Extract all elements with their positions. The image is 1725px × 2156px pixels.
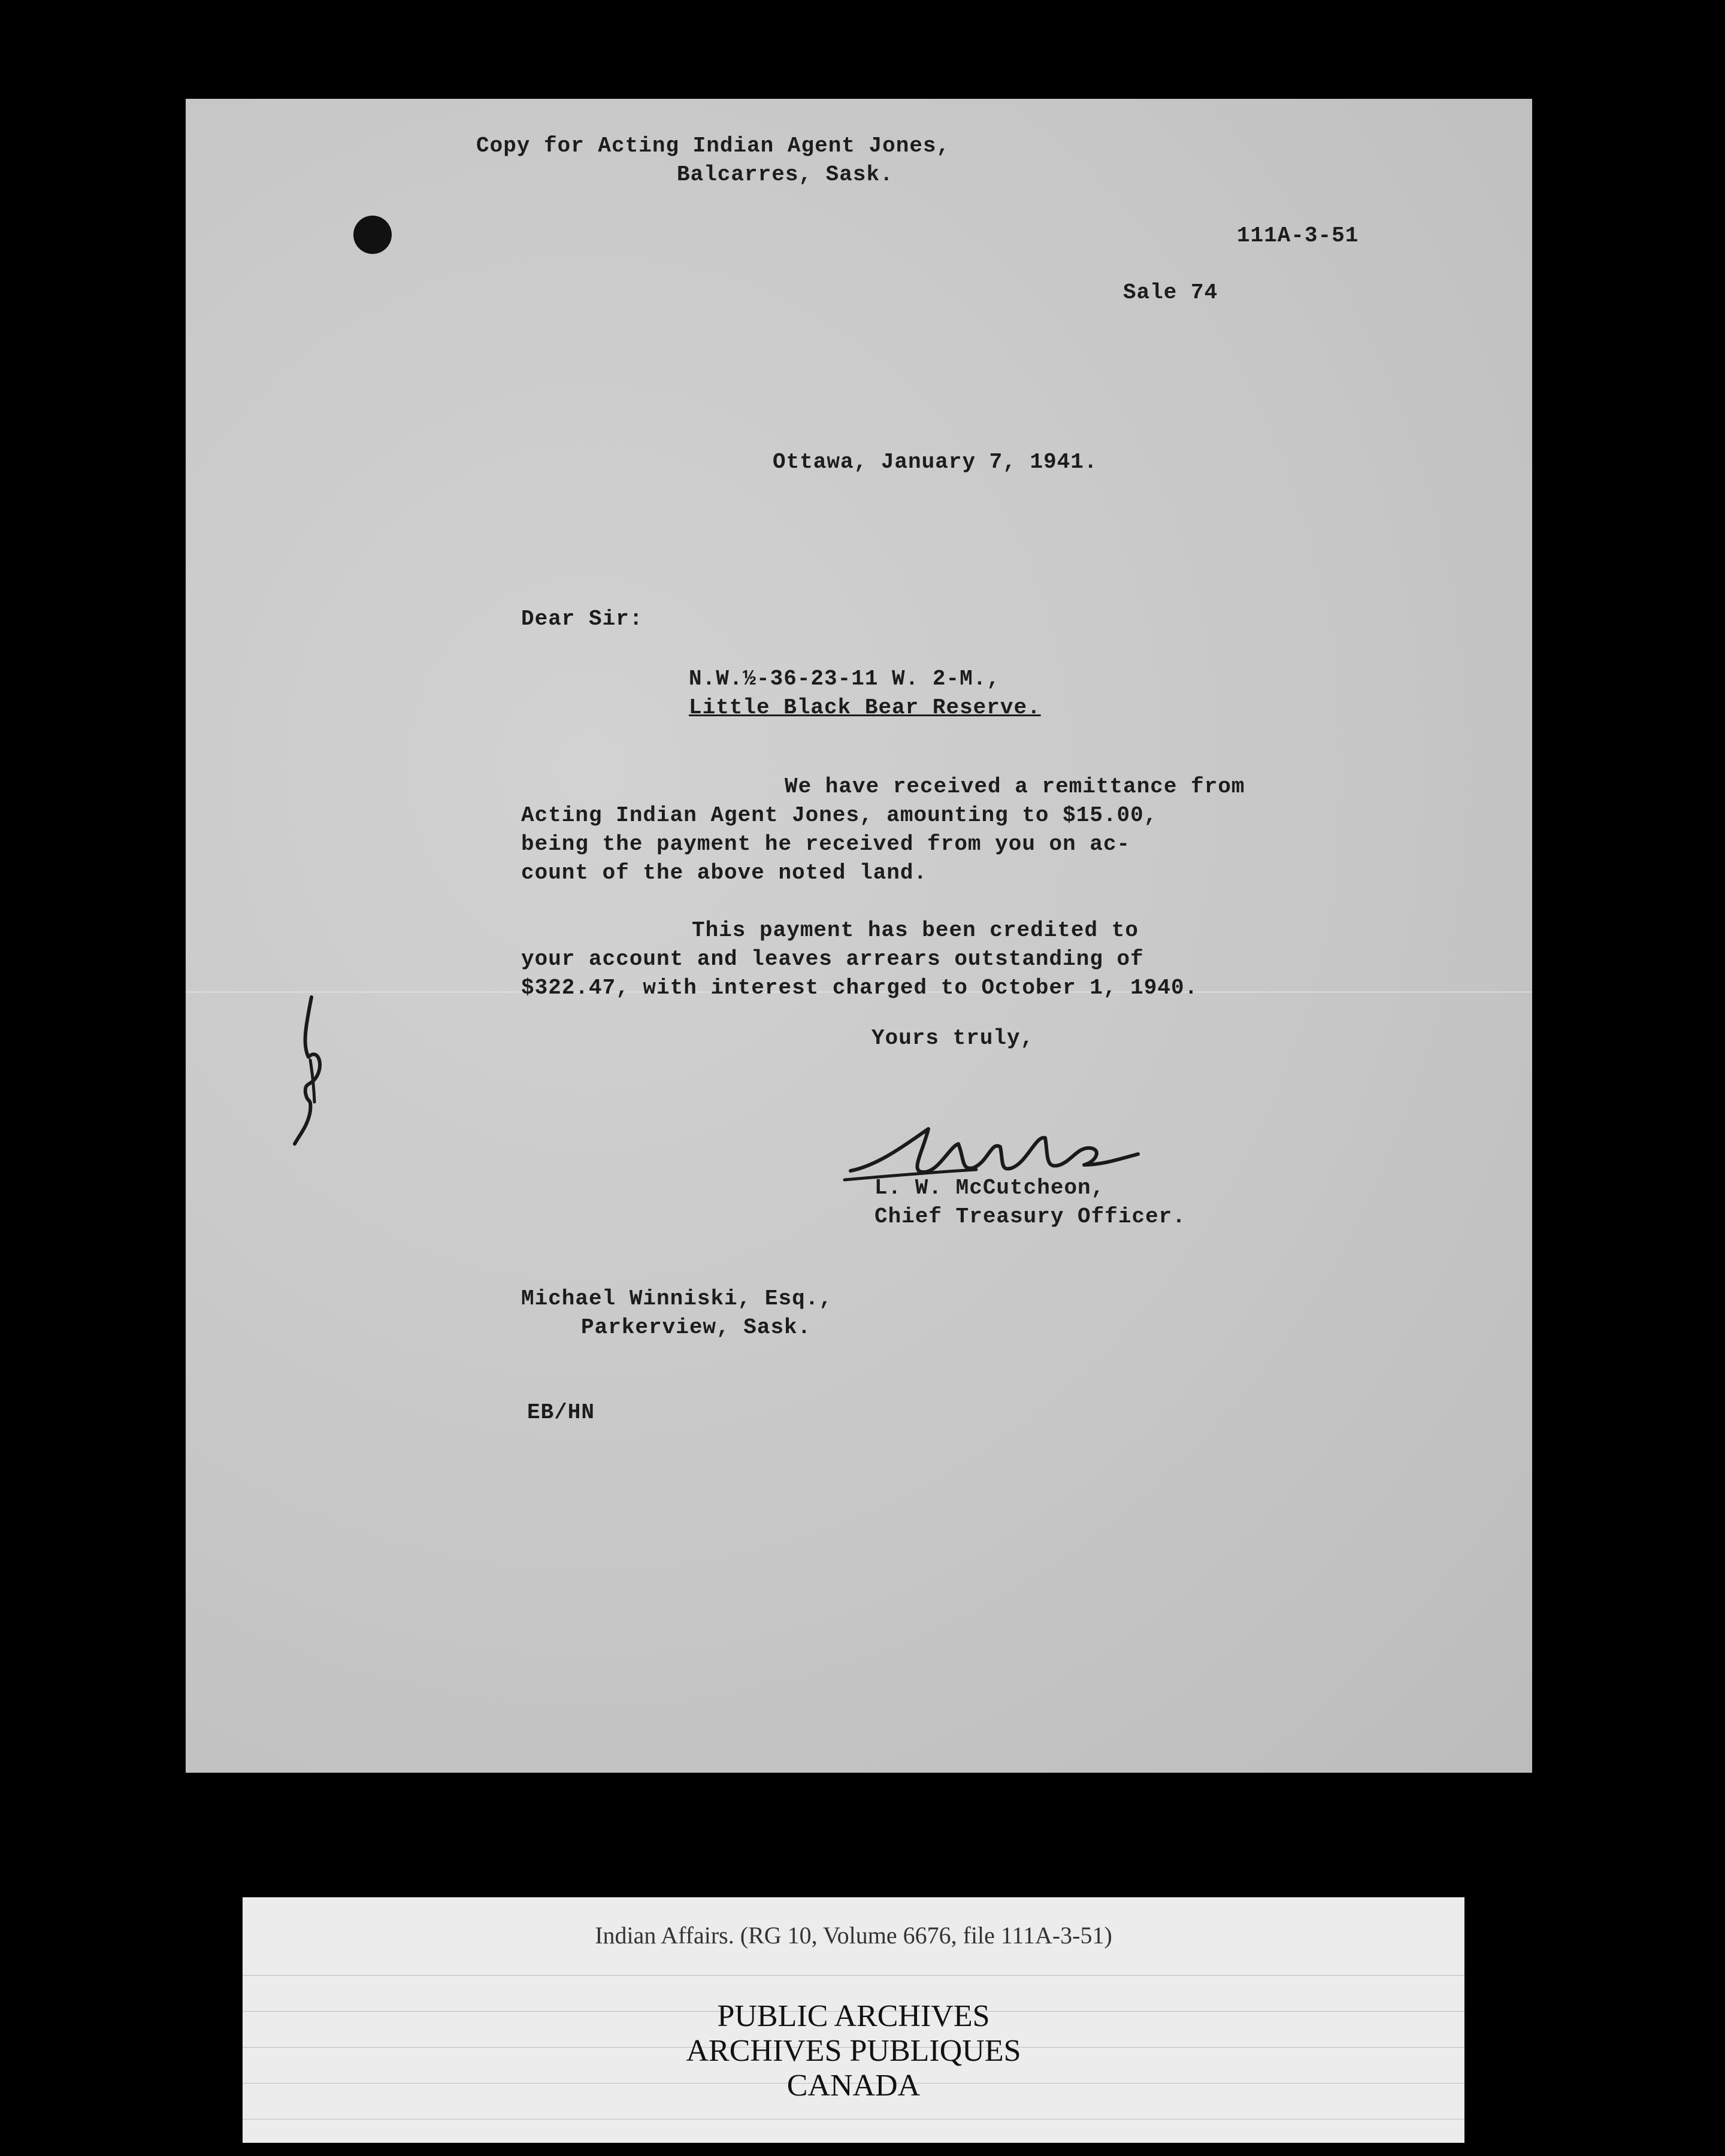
margin-handwritten-mark [288,991,335,1147]
subject-line-2: Little Black Bear Reserve. [689,695,1041,720]
signer-title: Chief Treasury Officer. [874,1204,1186,1229]
archive-title-french: ARCHIVES PUBLIQUES [686,2034,1021,2068]
archive-label [243,1897,1464,2143]
paragraph-2-line-3: $322.47, with interest charged to October 1, 1940. [521,976,1199,1000]
letter-page [186,99,1532,1773]
archive-title-english: PUBLIC ARCHIVES [717,1999,990,2033]
paragraph-1-line-3: being the payment he received from you on ac- [521,832,1131,856]
file-number: 111A-3-51 [1237,223,1359,248]
subject-line-1: N.W.½-36-23-11 W. 2-M., [689,667,1000,691]
recipient-name: Michael Winniski, Esq., [521,1286,833,1311]
copy-line-1: Copy for Acting Indian Agent Jones, [476,134,951,158]
archive-reference: Indian Affairs. (RG 10, Volume 6676, file 111A-3-51) [595,1922,1112,1949]
paragraph-1-line-1: We have received a remittance from [785,774,1245,799]
archive-title-country: CANADA [786,2069,921,2103]
salutation: Dear Sir: [521,607,643,631]
paragraph-2-line-2: your account and leaves arrears outstanding of [521,947,1144,971]
signer-name: L. W. McCutcheon, [874,1176,1105,1200]
copy-line-2: Balcarres, Sask. [677,162,894,187]
closing: Yours truly, [871,1026,1034,1050]
sale-number: Sale 74 [1123,280,1218,305]
paragraph-1-line-4: count of the above noted land. [521,861,928,885]
recipient-place: Parkerview, Sask. [581,1315,812,1340]
paragraph-2-line-1: This payment has been credited to [692,918,1139,943]
letter-date: Ottawa, January 7, 1941. [773,450,1098,474]
punch-hole [353,216,392,254]
label-rule [243,1975,1464,1976]
paragraph-1-line-2: Acting Indian Agent Jones, amounting to $15.00, [521,803,1158,828]
typist-initials: EB/HN [527,1400,595,1425]
